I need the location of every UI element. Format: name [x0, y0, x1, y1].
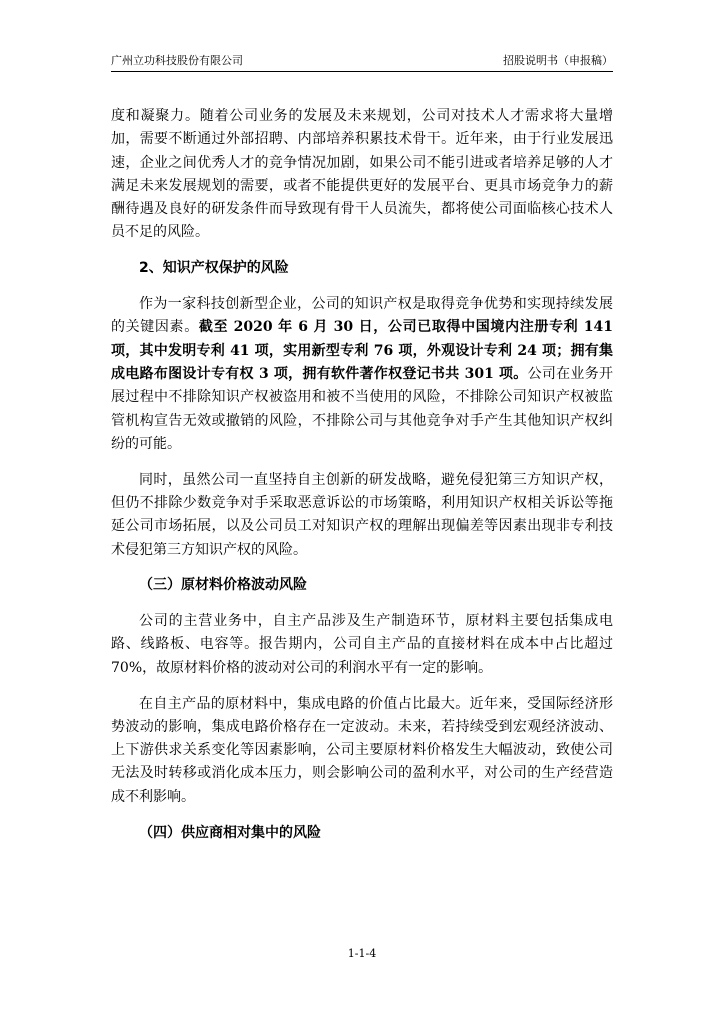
header-doc-title: 招股说明书（申报稿）: [503, 54, 613, 67]
page-number: 1-1-4: [347, 947, 377, 960]
document-body: [111, 105, 613, 857]
header-company: 广州立功科技股份有限公司: [111, 54, 243, 67]
paragraph-ic-price: 在自主产品的原材料中，集成电路的价值占比最大。近年来，受国际经济形势波动的影响，集成电路价格存在一定波动。未来，若持续受到宏观经济波动、上下游供求关系变化等因素影响，公司主要原材料价格发生大幅波动，致使公司无法及时转移或消化成本压力，则会影响公司的盈利水平，对公司的生产经营造成不利影响。: [111, 695, 613, 805]
heading-supplier-risk: （四）供应商相对集中的风险: [139, 824, 321, 841]
heading-ip-risk: 2、知识产权保护的风险: [139, 260, 289, 277]
ip-patent-stats: 截至 2020 年 6 月 30 日，公司已取得中国境内注册专利 141 项，其中发明专利 41 项，实用新型专利 76 项，外观设计专利 24 项；拥有集成电路布图设计专有权 3 项，拥有软件著作权登记书共 301 项。: [111, 319, 614, 382]
ip-intro: 作为一家科技创新型企业，公司的知识产权是取得竞争优势和实现持续发展的关键因素。: [111, 296, 613, 336]
page-header: [111, 48, 613, 72]
paragraph-ip-litigation: 同时，虽然公司一直坚持自主创新的研发战略，避免侵犯第三方知识产权，但仍不排除少数竞争对手采取恶意诉讼的市场策略，利用知识产权相关诉讼等拖延公司市场拓展，以及公司员工对知识产权的理解出现偏差等因素出现非专利技术侵犯第三方知识产权的风险。: [111, 471, 613, 558]
paragraph-raw-material: 公司的主营业务中，自主产品涉及生产制造环节，原材料主要包括集成电路、线路板、电容等。报告期内，公司自主产品的直接材料在成本中占比超过 70%，故原材料价格的波动对公司的利润水平有一定的影响。: [111, 613, 613, 676]
paragraph-talent-risk: 度和凝聚力。随着公司业务的发展及未来规划，公司对技术人才需求将大量增加，需要不断通过外部招聘、内部培养积累技术骨干。近年来，由于行业发展迅速，企业之间优秀人才的竞争情况加剧，如果公司不能引进或者培养足够的人才满足未来发展规划的需要，或者不能提供更好的发展平台、更具市场竞争力的薪酬待遇及良好的研发条件而导致现有骨干人员流失，都将使公司面临核心技术人员不足的风险。: [111, 108, 613, 241]
ip-risk-text: 公司在业务开展过程中不排除知识产权被盗用和被不当使用的风险，不排除公司知识产权被监管机构宣告无效或撤销的风险，不排除公司与其他竞争对手产生其他知识产权纠纷的可能。: [111, 365, 613, 452]
paragraph-ip-overview: [111, 293, 613, 456]
heading-raw-material-risk: （三）原材料价格波动风险: [139, 577, 307, 594]
